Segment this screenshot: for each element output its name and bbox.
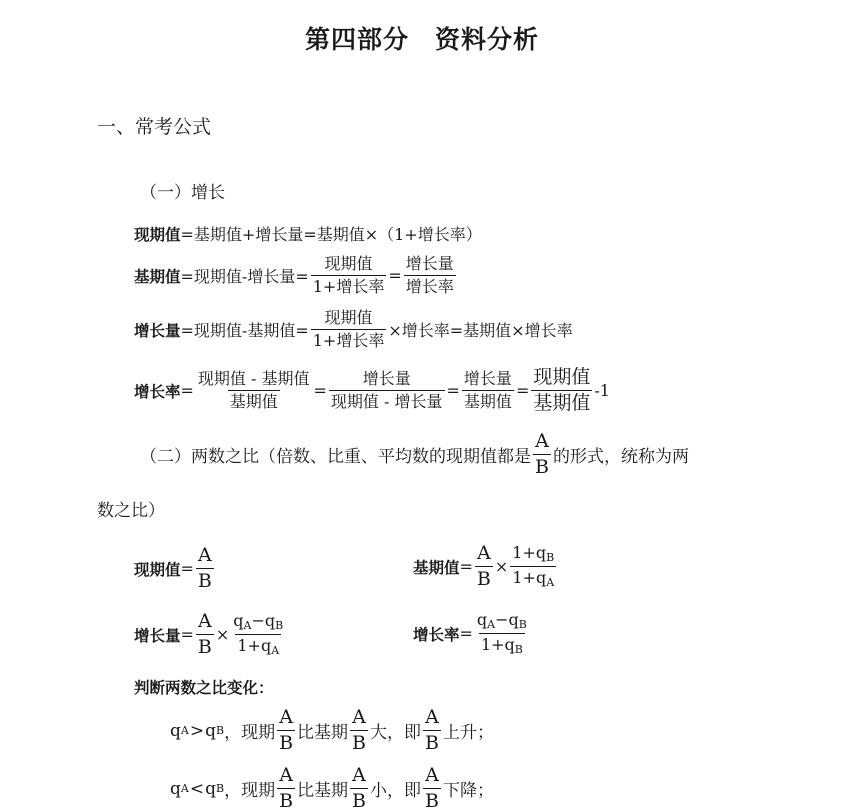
equals-sign: = xyxy=(388,266,402,285)
fraction: $\frac{\text{增长量}}{\text{增长率}}$ xyxy=(405,254,454,296)
fraction: $\frac{A}{B}$ xyxy=(197,610,212,658)
equals-sign: = xyxy=(459,624,473,643)
judge-row-fall: q A < q B ，现期 $\frac{A}{B}$ 比基期 $\frac{A}{B}$ 小，即 $\frac{A}{B}$ 下降； xyxy=(170,764,494,812)
ratio-growth-rate xyxy=(413,612,531,655)
equals-sign: = xyxy=(459,557,473,576)
subsection-growth: （一）增长 xyxy=(140,183,225,203)
formula-label: 增长量 xyxy=(134,626,181,645)
fraction: $\frac{\text{现期值 - 基期值}}{\text{基期值}}$ xyxy=(197,369,310,411)
formula-text: ×增长率=基期值×增长率 xyxy=(388,321,573,340)
fraction: $\frac{\text{现期值}}{\text{1+增长率}}$ xyxy=(312,308,385,350)
formula-text: =现期值-基期值= xyxy=(180,321,309,340)
fraction: $\frac{A}{B}$ xyxy=(425,706,439,754)
formula-label: 增长量 xyxy=(134,321,181,340)
fraction: $\frac{A}{B}$ xyxy=(352,764,367,812)
fraction: $\frac{A}{B}$ xyxy=(279,764,294,812)
page-title: 第四部分 资料分析 xyxy=(305,25,540,54)
fraction: $\frac{A}{B}$ xyxy=(197,544,212,592)
ratio-base-value xyxy=(413,544,558,589)
fraction: $\frac{\text{增长量}}{\text{基期值}}$ xyxy=(463,369,512,411)
formula-text: -1 xyxy=(594,381,610,400)
fraction: $\frac{1+q_B}{1+q_A}$ xyxy=(512,543,555,589)
fraction: $\frac{A}{B}$ xyxy=(352,706,367,754)
formula-label: 增长率 xyxy=(134,382,181,401)
fraction: $\frac{\text{现期值}}{\text{基期值}}$ xyxy=(533,366,591,414)
formula-label: 基期值 xyxy=(134,267,181,286)
times-sign: × xyxy=(215,625,230,644)
fraction: $\frac{A}{B}$ xyxy=(279,706,294,754)
formula-label: 基期值 xyxy=(413,558,460,577)
section-heading-formulas: 一、常考公式 xyxy=(97,116,212,138)
formula-text: =现期值-增长量= xyxy=(180,267,309,286)
equals-sign: = xyxy=(180,559,194,578)
equals-sign: = xyxy=(180,625,194,644)
fraction: $\frac{q_A-q_B}{1+q_B}$ xyxy=(476,610,527,656)
paragraph-text: 的形式，统称为两 xyxy=(552,447,689,467)
paragraph-continuation: 数之比） xyxy=(97,501,165,521)
paragraph-text: （二）两数之比（倍数、比重、平均数的现期值都是 xyxy=(140,447,531,467)
subsection-ratio xyxy=(140,432,689,477)
fraction: $\frac{\text{现期值}}{\text{1+增长率}}$ xyxy=(312,254,385,296)
judge-row-rise: q A > q B ，现期 $\frac{A}{B}$ 比基期 $\frac{A}{B}$ 大，即 $\frac{A}{B}$ 上升； xyxy=(170,706,494,754)
formula-label: 增长率 xyxy=(413,625,460,644)
equals-sign: = xyxy=(446,381,460,400)
fraction: $\frac{q_A-q_B}{1+q_A}$ xyxy=(233,611,284,657)
formula-increment xyxy=(134,310,573,349)
times-sign: × xyxy=(494,557,509,576)
fraction: $\frac{\text{增长量}}{\text{现期值 - 增长量}}$ xyxy=(330,369,443,411)
fraction: $\frac{A}{B}$ xyxy=(476,542,491,590)
formula-current-value xyxy=(134,222,482,245)
equals-sign: = xyxy=(313,381,327,400)
judge-heading: 判断两数之比变化： xyxy=(134,679,274,697)
ratio-current-value xyxy=(134,546,216,591)
fraction: $\frac{A}{B}$ xyxy=(535,430,549,478)
formula-label: 现期值 xyxy=(134,560,181,579)
formula-base-value xyxy=(134,256,458,295)
equals-sign: = xyxy=(515,381,530,400)
formula-label: 现期值 xyxy=(134,225,181,244)
formula-text: =基期值+增长量=基期值×（1+增长率） xyxy=(180,225,482,244)
ratio-increment xyxy=(134,612,287,657)
formula-growth-rate xyxy=(134,368,610,413)
equals-sign: = xyxy=(180,381,194,400)
fraction: $\frac{A}{B}$ xyxy=(425,764,439,812)
